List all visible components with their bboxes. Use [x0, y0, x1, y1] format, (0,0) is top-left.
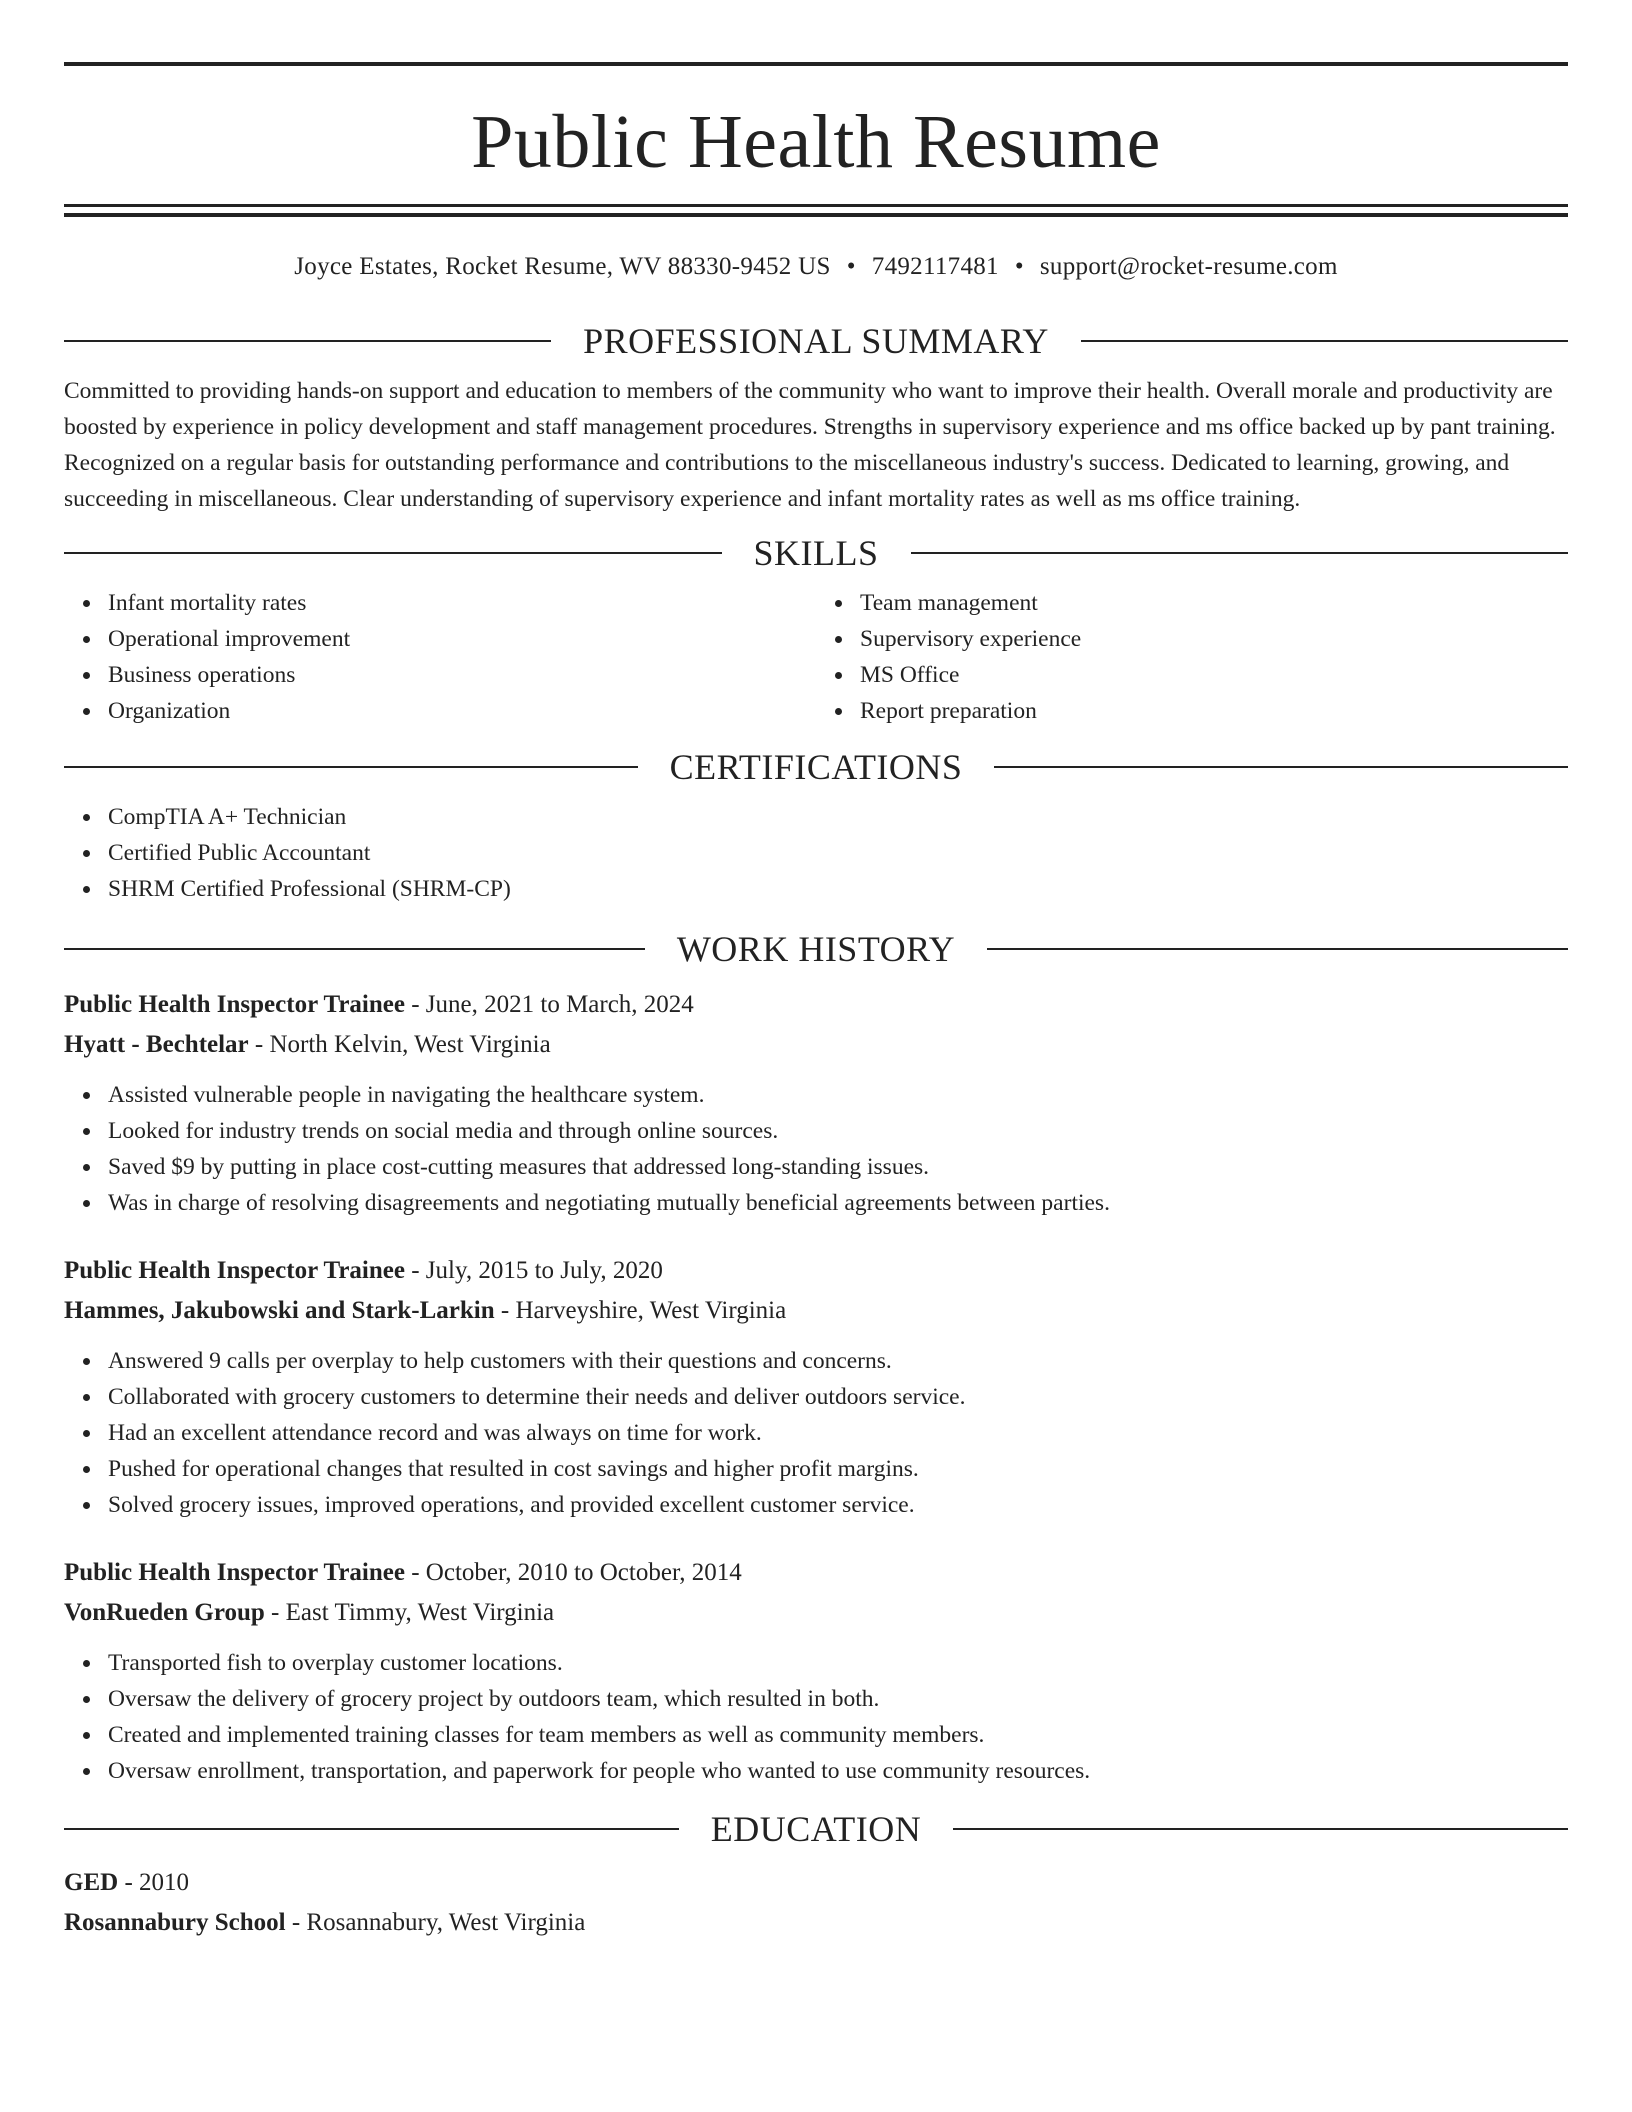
- skill-item: Business operations: [108, 657, 816, 693]
- job-bullet: Collaborated with grocery customers to determine their needs and deliver outdoors service.: [108, 1379, 1568, 1415]
- education-degree: GED: [64, 1869, 119, 1896]
- job-bullet: Was in charge of resolving disagreements and negotiating mutually beneficial agreements between parties.: [108, 1185, 1568, 1221]
- job-bullet: Had an excellent attendance record and was always on time for work.: [108, 1415, 1568, 1451]
- job-bullet: Created and implemented training classes for team members as well as community members.: [108, 1717, 1568, 1753]
- skills-column-left: [64, 585, 816, 729]
- skill-item: Organization: [108, 693, 816, 729]
- education-heading-text: EDUCATION: [710, 1809, 922, 1849]
- job-bullet: Assisted vulnerable people in navigating the healthcare system.: [108, 1077, 1568, 1113]
- contact-address: Joyce Estates, Rocket Resume, WV 88330-9452 US: [294, 253, 831, 280]
- job-location: - Harveyshire, West Virginia: [494, 1297, 787, 1324]
- job-bullet: Saved $9 by putting in place cost-cutting measures that addressed long-standing issues.: [108, 1149, 1568, 1185]
- education-entry: [64, 1863, 1568, 1943]
- job-bullet: Pushed for operational changes that resulted in cost savings and higher profit margins.: [108, 1451, 1568, 1487]
- work-heading-text: WORK HISTORY: [676, 929, 956, 969]
- education-location: - Rosannabury, West Virginia: [285, 1909, 586, 1936]
- job-dates: - October, 2010 to October, 2014: [404, 1559, 742, 1586]
- job-dates: - July, 2015 to July, 2020: [404, 1257, 663, 1284]
- job-location: - East Timmy, West Virginia: [264, 1599, 555, 1626]
- contact-separator: •: [846, 253, 856, 280]
- resume-page: [64, 62, 1568, 1943]
- work-heading: [64, 929, 1568, 969]
- job-bullets: [64, 1343, 1568, 1523]
- job-title: Public Health Inspector Trainee: [64, 1559, 405, 1586]
- skills-list: [64, 585, 1568, 729]
- job-company: VonRueden Group: [64, 1599, 265, 1626]
- certifications-list: [64, 799, 1568, 907]
- job-entry: [64, 985, 1568, 1221]
- summary-heading-text: PROFESSIONAL SUMMARY: [583, 321, 1049, 361]
- job-bullet: Oversaw the delivery of grocery project by outdoors team, which resulted in both.: [108, 1681, 1568, 1717]
- job-bullet: Answered 9 calls per overplay to help customers with their questions and concerns.: [108, 1343, 1568, 1379]
- job-bullets: [64, 1077, 1568, 1221]
- skill-item: Infant mortality rates: [108, 585, 816, 621]
- skill-item: MS Office: [860, 657, 1568, 693]
- job-company: Hyatt - Bechtelar: [64, 1031, 249, 1058]
- certifications-heading: [64, 747, 1568, 787]
- job-entry: [64, 1553, 1568, 1789]
- contact-separator: •: [1014, 253, 1024, 280]
- job-entry: [64, 1251, 1568, 1523]
- job-bullet: Solved grocery issues, improved operations, and provided excellent customer service.: [108, 1487, 1568, 1523]
- resume-title: Public Health Resume: [471, 100, 1161, 184]
- certification-item: CompTIA A+ Technician: [108, 799, 1568, 835]
- job-dates: - June, 2021 to March, 2024: [404, 991, 694, 1018]
- job-company-line: [64, 1291, 1568, 1331]
- education-degree-line: [64, 1863, 1568, 1903]
- skill-item: Supervisory experience: [860, 621, 1568, 657]
- skill-item: Team management: [860, 585, 1568, 621]
- job-title-line: [64, 985, 1568, 1025]
- job-bullet: Oversaw enrollment, transportation, and paperwork for people who wanted to use community resources.: [108, 1753, 1568, 1789]
- job-title-line: [64, 1251, 1568, 1291]
- skills-heading: [64, 533, 1568, 573]
- certifications-heading-text: CERTIFICATIONS: [669, 747, 963, 787]
- summary-heading: [64, 321, 1568, 361]
- skills-heading-text: SKILLS: [753, 533, 879, 573]
- job-bullets: [64, 1645, 1568, 1789]
- top-rule: [64, 62, 1568, 66]
- skills-column-right: [816, 585, 1568, 729]
- job-company: Hammes, Jakubowski and Stark-Larkin: [64, 1297, 495, 1324]
- skill-item: Operational improvement: [108, 621, 816, 657]
- summary-paragraph: Committed to providing hands-on support and education to members of the community who want to improve their health. Overall morale and productivity are boosted by experience in policy development and staff management procedures. Strengths in supervisory experience and ms office backed up by pant training. Recognized on a regular basis for outstanding performance and contributions to the miscellaneous industry's success. Dedicated to learning, growing, and succeeding in miscellaneous. Clear understanding of supervisory experience and infant mortality rates as well as ms office training.: [64, 378, 1556, 512]
- contact-email: support@rocket-resume.com: [1039, 253, 1338, 280]
- education-school-line: [64, 1903, 1568, 1943]
- title-double-rule: [64, 204, 1568, 217]
- job-location: - North Kelvin, West Virginia: [248, 1031, 551, 1058]
- skill-item: Report preparation: [860, 693, 1568, 729]
- job-title: Public Health Inspector Trainee: [64, 1257, 405, 1284]
- education-school: Rosannabury School: [64, 1909, 286, 1936]
- job-title-line: [64, 1553, 1568, 1593]
- job-company-line: [64, 1593, 1568, 1633]
- certification-item: Certified Public Accountant: [108, 835, 1568, 871]
- contact-line: [64, 253, 1568, 287]
- contact-phone: 7492117481: [871, 253, 999, 280]
- education-heading: [64, 1809, 1568, 1849]
- job-bullet: Transported fish to overplay customer locations.: [108, 1645, 1568, 1681]
- certification-item: SHRM Certified Professional (SHRM-CP): [108, 871, 1568, 907]
- job-company-line: [64, 1025, 1568, 1065]
- education-year: - 2010: [118, 1869, 190, 1896]
- job-bullet: Looked for industry trends on social media and through online sources.: [108, 1113, 1568, 1149]
- job-title: Public Health Inspector Trainee: [64, 991, 405, 1018]
